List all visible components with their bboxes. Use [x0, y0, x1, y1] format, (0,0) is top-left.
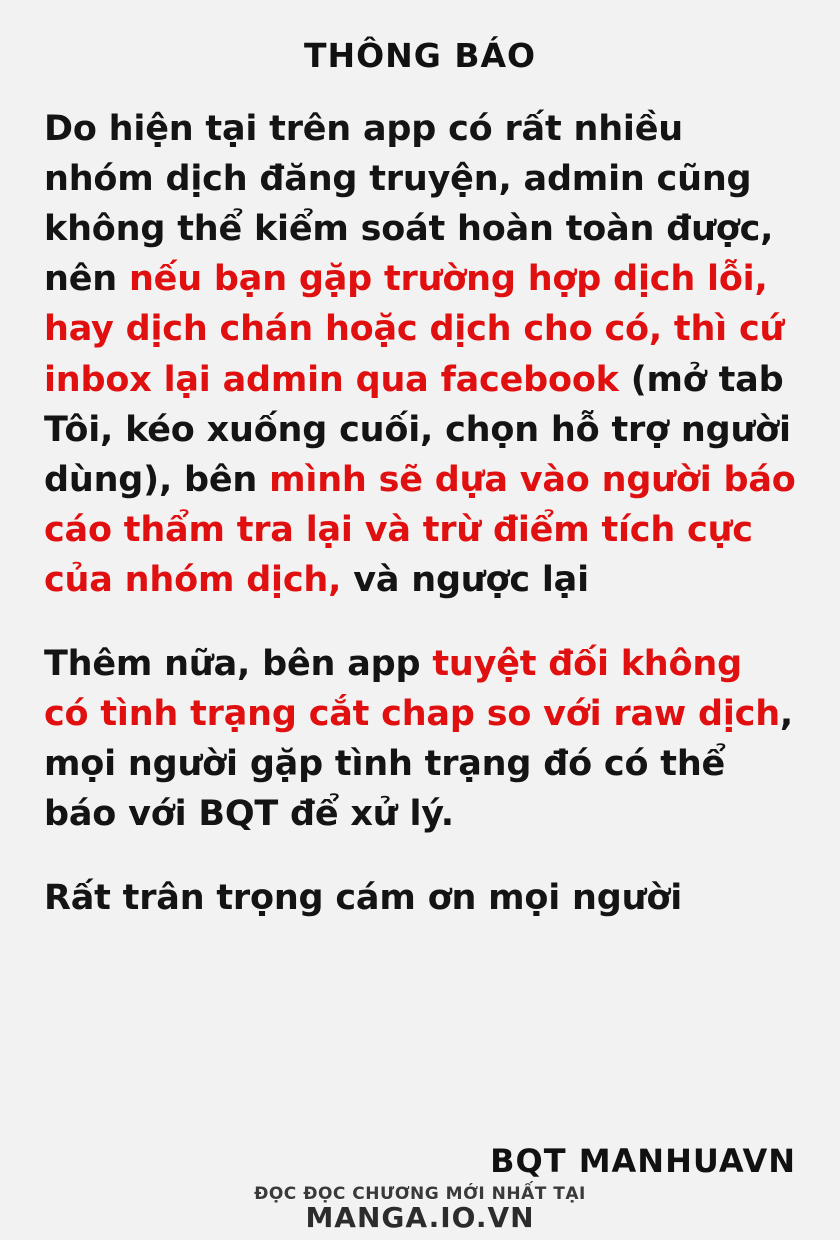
- paragraph-2: [44, 639, 796, 839]
- paragraph-3: [44, 873, 796, 923]
- paragraph-2-highlight-1: tuyệt đối không có tình trạng cắt chap so với raw dịch: [44, 643, 780, 734]
- notice-body: [0, 104, 840, 923]
- paragraph-1: [44, 104, 796, 604]
- paragraph-1-segment-2: (mở tab Tôi, kéo xuống cuối, chọn hỗ trợ người dùng), bên: [44, 359, 791, 500]
- signature: BQT MANHUAVN: [490, 1142, 796, 1180]
- paragraph-3-segment-1: Rất trân trọng cám ơn mọi người: [44, 877, 682, 918]
- paragraph-1-highlight-1: nếu bạn gặp trường hợp dịch lỗi, hay dịch chán hoặc dịch cho có, thì cứ inbox lại admin qua facebook: [44, 259, 785, 400]
- paragraph-1-highlight-2: mình sẽ dựa vào người báo cáo thẩm tra lại và trừ điểm tích cực của nhóm dịch,: [44, 459, 796, 600]
- paragraph-1-segment-3: và ngược lại: [341, 559, 589, 600]
- paragraph-2-segment-2: , mọi người gặp tình trạng đó có thể báo với BQT để xử lý.: [44, 693, 794, 834]
- paragraph-2-segment-1: Thêm nữa, bên app: [44, 643, 433, 684]
- watermark-tagline: ĐỌC ĐỌC CHƯƠNG MỚI NHẤT TẠI: [254, 1183, 586, 1204]
- page-title: THÔNG BÁO: [303, 36, 537, 75]
- paragraph-1-segment-1: Do hiện tại trên app có rất nhiều nhóm dịch đăng truyện, admin cũng không thể kiểm soát hoàn toàn được, nên: [44, 109, 774, 300]
- watermark-site: MANGA.IO.VN: [305, 1201, 535, 1235]
- watermark: [0, 1185, 840, 1234]
